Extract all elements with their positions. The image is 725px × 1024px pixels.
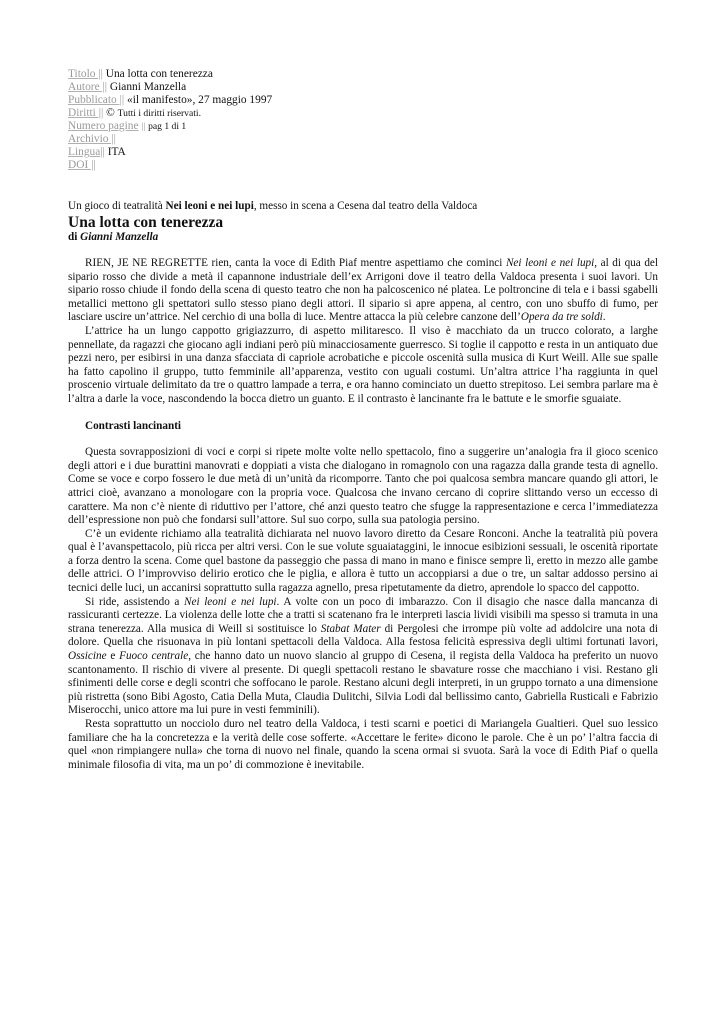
- p5-text-d: e: [106, 650, 120, 663]
- kicker-text-pre: Un gioco di teatralità: [68, 200, 166, 212]
- byline-author: Gianni Manzella: [80, 231, 159, 243]
- language-value: ITA: [107, 146, 126, 158]
- pages-separator: ||: [141, 121, 146, 132]
- paragraph-1: [68, 257, 658, 325]
- pages-value: pag 1 di 1: [148, 121, 187, 132]
- rights-label-link[interactable]: Diritti ||: [68, 107, 104, 119]
- p5-text-c: di Pergolesi che irrompe più volte ad addolcire una nota di dolore. Quella che risuonava in più lontani spettacoli della Valdoca. Alla festosa felicità espressiva degli ultimi fortunati lavori,: [68, 622, 658, 649]
- p5-show-title: Nei leoni e nei lupi: [184, 595, 277, 608]
- published-value: «il manifesto», 27 maggio 1997: [127, 94, 273, 106]
- meta-row-pages: [68, 120, 272, 133]
- title-value: Una lotta con tenerezza: [105, 68, 213, 80]
- title-label-link[interactable]: Titolo ||: [68, 68, 103, 80]
- kicker-show-title: Nei leoni e nei lupi: [165, 200, 254, 212]
- meta-row-doi: [68, 159, 272, 172]
- rights-value: Tutti i diritti riservati.: [117, 108, 201, 119]
- paragraph-5: [68, 596, 658, 718]
- article-kicker: [68, 200, 658, 213]
- article-byline: [68, 231, 658, 244]
- doi-label-link[interactable]: DOI ||: [68, 159, 96, 171]
- pages-label-link[interactable]: Numero pagine: [68, 120, 139, 132]
- meta-row-rights: [68, 107, 272, 120]
- kicker-text-post: , messo in scena a Cesena dal teatro della Valdoca: [253, 200, 478, 212]
- paragraph-3: Questa sovrapposizioni di voci e corpi si ripete molte volte nello spettacolo, fino a suggerire un’analogia fra il gioco scenico degli attori e i due burattini manovrati e doppiati a vista che dialogano in romagnolo con una ragazza dalla grande testa di agnello. Come se voce e corpo fossero le due metà di un’unità da ricomporre. Tanto che poi qualcosa sembra mancare quando gli attori, le attrici cioè, avanzano a monologare con la propria voce. Qualcosa che invano cercano di coprire slittando verso un eccesso di carattere. Ma non c’è niente di riduttivo per l’attore, ché anzi questo teatro che sfugge la rappresentazione e cerca l’immediatezza dell’espressione non può che fondarsi sull’attore. Sul suo corpo, sulla sua patologia persino.: [68, 446, 658, 527]
- p5-fuoco-centrale: Fuoco centrale: [119, 650, 189, 663]
- p5-text-b: . A volte con un poco di imbarazzo. Con il disagio che nasce dalla mancanza di rassicuranti certezze. La violenza delle lotte che a tratti si scatenano fra le interpreti lascia lividi visibili ma spesso si tramuta in una strana tenerezza. Alla musica di Weill si sostituisce lo: [68, 595, 658, 635]
- p1-text-b: , al di qua del sipario rosso che divide a metà il capannone industriale dell’ex Arrigoni dove il teatro della Valdoca presenta i suoi lavori. Un sipario rosso chiude il fondo della scena di questo teatro che non ha palcoscenico né platea. Le poltroncine di tela e i bassi sgabelli metallici mettono gli spettatori sullo stesso piano degli attori. Il sipario si apre appena, al centro, con uno sbuffo di fumo, per lasciare uscire un’attrice. Nel cerchio di una bolla di luce. Mentre attacca la più celebre canzone dell’: [68, 257, 658, 324]
- article: [68, 200, 658, 772]
- meta-row-title: [68, 68, 272, 81]
- article-body: [68, 257, 658, 772]
- p1-show-title: Nei leoni e nei lupi: [505, 257, 595, 269]
- author-value: Gianni Manzella: [109, 81, 187, 93]
- p1-text-c: .: [602, 311, 606, 324]
- paragraph-2: L’attrice ha un lungo cappotto grigiazzurro, di aspetto militaresco. Il viso è macchiato da un trucco colorato, a larghe pennellate, da ragazzi che giocano agli indiani però più minacciosamente guerresco. Si toglie il cappotto e resta in un antiquato due pezzi nero, per esibirsi in una danza sfacciata di capriole acrobatiche e piccole oscenità sulla musica di Kurt Weill. Alle sue spalle ha fatto capolino il gruppo, tutto femminile all’apparenza, vestito con uguali costumi. Un’altra attrice l’ha raggiunta in quel proscenio virtuale delimitato da tre o quattro lampade a terra, e ora hanno cominciato un duetto strepitoso. Lei sembra parlare ma è l’altra a darle la voce, nascondendo la bocca dietro un guanto. E il contrasto è lancinante fra le battute e le smorfie sguaiate.: [68, 324, 658, 405]
- paragraph-4: C’è un evidente richiamo alla teatralità dichiarata nel nuovo lavoro diretto da Cesare Ronconi. Anche la teatralità più povera qual è l’avanspettacolo, più ricca per altri versi. Con le sue volute sguaiataggini, le innocue esibizioni sessuali, le oscenità riportate a forza dentro la scena. Come quel bastone da passeggio che passa di mano in mano e finisce sempre lì, eretto in mezzo alle gambe delle attrici. O l’improvviso delirio erotico che le piglia, e allora è tutto un accoppiarsi a due o tre, un saltar addosso persino ai tecnici delle luci, un accanirsi soprattutto sulla ragazza agnello, presa ripetutamente da dietro, aprendole lo spacco del cappotto.: [68, 527, 658, 595]
- byline-prefix: di: [68, 231, 81, 243]
- published-label-link[interactable]: Pubblicato ||: [68, 94, 125, 106]
- p5-ossicine: Ossicine: [68, 650, 107, 663]
- archive-label-link[interactable]: Archivio ||: [68, 133, 116, 145]
- p5-text-e: , che hanno dato un nuovo slancio al gruppo di Cesena, il regista della Valdoca ha preferito un nuovo scantonamento. Il rischio di vivere al presente. Di quegli spettacoli restano le sbavature rosse che macchiano i visi. Restano gli sfinimenti delle corse e degli scontri che soffocano le parole. Restano alcuni degli interpreti, in un gruppo tornato a una dimensione più ristretta (sono Bibi Agosto, Catia Della Muta, Claudia Dulitchi, Silvia Lodi dal bellissimo canto, Gabriella Rusticali e Fabrizio Miserocchi, unico attore ma lui pure in vesti femminili).: [68, 650, 658, 717]
- p1-text-a: RIEN, JE NE REGRETTE rien, canta la voce di Edith Piaf mentre aspettiamo che cominci: [85, 257, 506, 269]
- language-label-link[interactable]: Lingua||: [68, 146, 105, 158]
- section-subheading: Contrasti lancinanti: [85, 419, 182, 432]
- p1-opera-title: Opera da tre soldi: [520, 311, 603, 324]
- copyright-symbol: ©: [106, 107, 115, 119]
- p5-stabat-mater: Stabat Mater: [320, 622, 381, 635]
- author-label-link[interactable]: Autore ||: [68, 81, 108, 93]
- meta-row-archive: [68, 133, 272, 146]
- paragraph-6: Resta soprattutto un nocciolo duro nel teatro della Valdoca, i testi scarni e poetici di Mariangela Gualtieri. Quel suo lessico familiare che ha la concretezza e la verità delle cose sofferte. «Accettare le ferite» dicono le parole. Che è un po’ l’altra faccia di quel «non rimpiangere nulla» che torna di nuovo nel finale, quando la scena ormai si svuota. Sarà la voce di Edith Piaf o quella minimale filosofia di vita, ma un po’ di commozione è inevitabile.: [68, 718, 658, 771]
- meta-row-author: [68, 81, 272, 94]
- p5-text-a: Si ride, assistendo a: [85, 595, 185, 608]
- meta-row-published: [68, 94, 272, 107]
- metadata-block: [68, 68, 272, 172]
- meta-row-language: [68, 146, 272, 159]
- article-title: Una lotta con tenerezza: [68, 214, 224, 231]
